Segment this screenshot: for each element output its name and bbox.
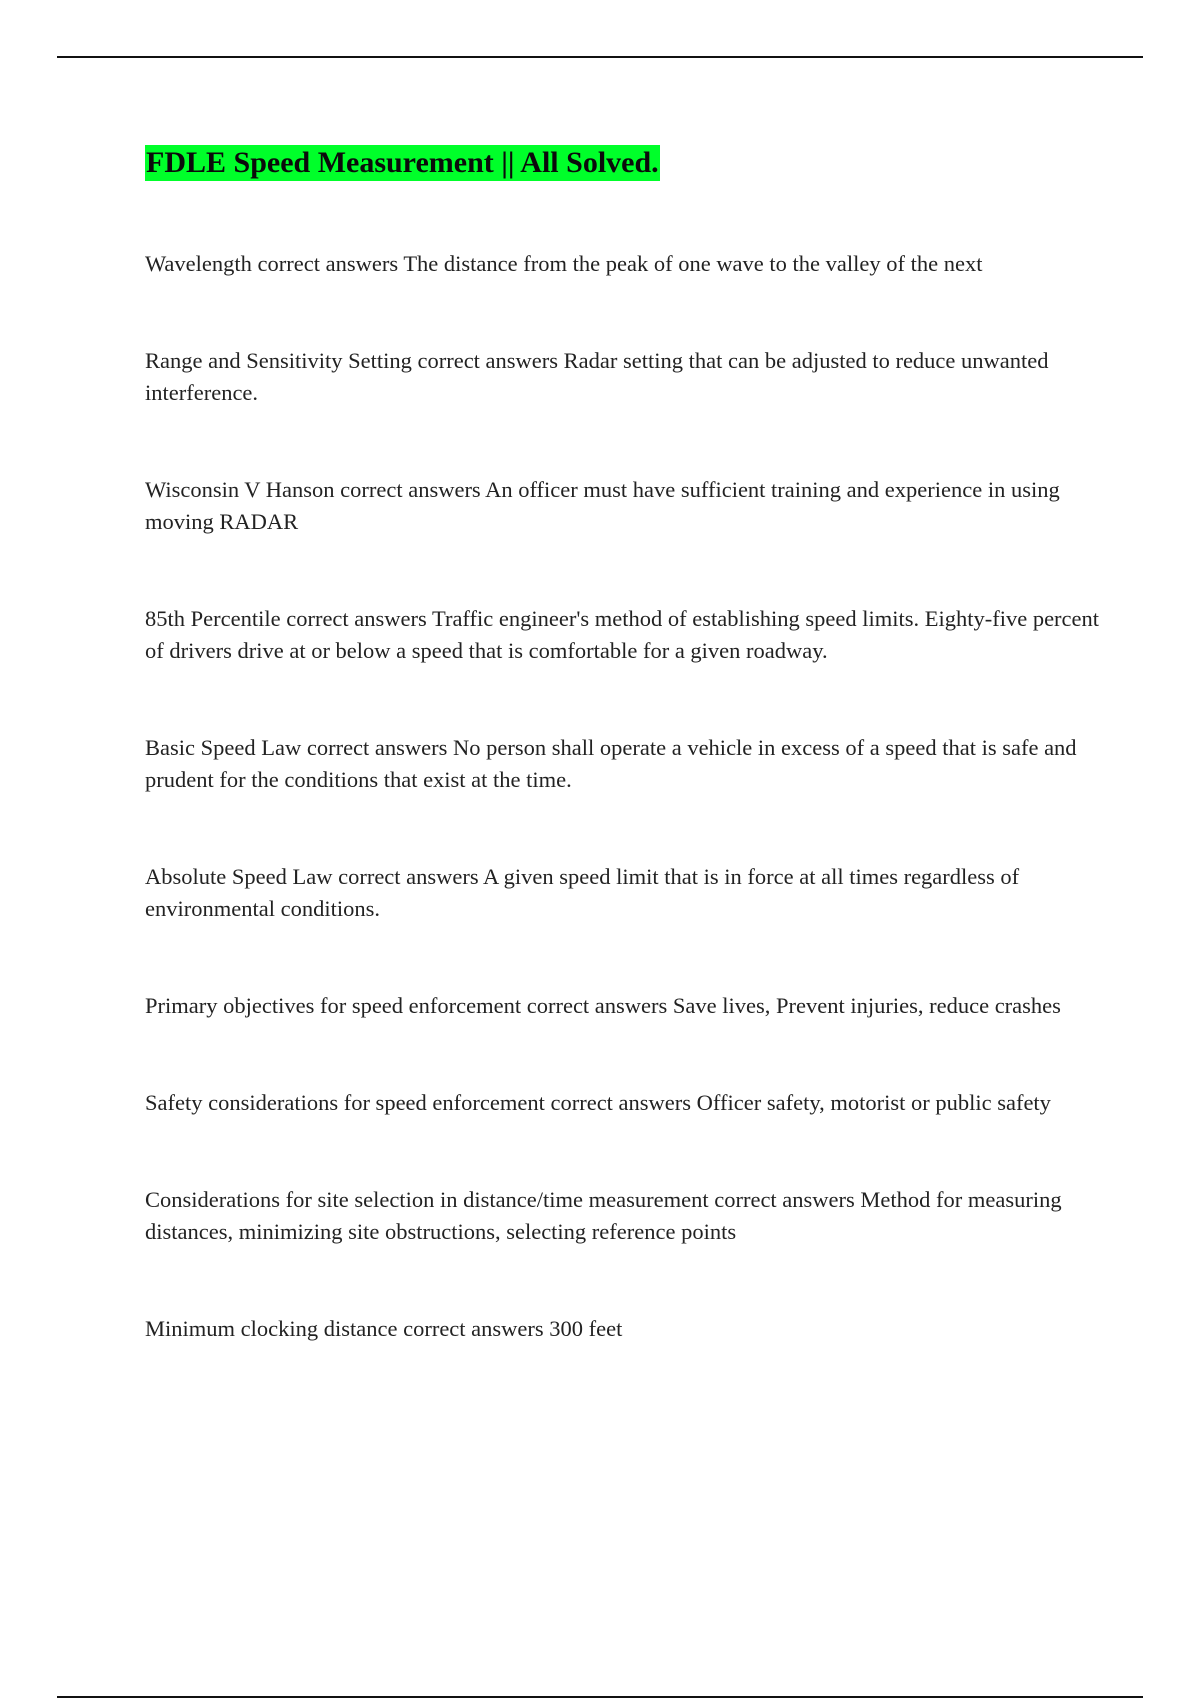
- document-title: FDLE Speed Measurement || All Solved.: [146, 146, 659, 179]
- entry-term: Absolute Speed Law: [145, 864, 333, 889]
- qa-entry: [145, 474, 1105, 538]
- entry-term: 85th Percentile: [145, 606, 281, 631]
- entry-definition: The distance from the peak of one wave to the valley of the next: [403, 251, 983, 276]
- entry-term: Considerations for site selection in distance/time measurement: [145, 1187, 709, 1212]
- entry-definition: Radar setting that can be adjusted to reduce unwanted interference.: [145, 348, 1049, 405]
- qa-entry: [145, 732, 1105, 796]
- entry-term: Wavelength: [145, 251, 252, 276]
- entry-separator: correct answers: [550, 1090, 692, 1115]
- entry-term: Safety considerations for speed enforcement: [145, 1090, 545, 1115]
- qa-entry: [145, 1087, 1105, 1119]
- entry-term: Basic Speed Law: [145, 735, 302, 760]
- header-rule: [57, 56, 1143, 58]
- entry-separator: correct answers: [526, 993, 668, 1018]
- qa-entry: [145, 345, 1105, 409]
- entry-definition: A given speed limit that is in force at all times regardless of environmental conditions.: [145, 864, 1020, 921]
- entry-definition: Method for measuring distances, minimizing site obstructions, selecting reference points: [145, 1187, 1062, 1244]
- entry-separator: correct answers: [338, 864, 479, 889]
- entry-term: Minimum clocking distance: [145, 1316, 398, 1341]
- entry-separator: correct answers: [714, 1187, 855, 1212]
- entry-definition: Traffic engineer's method of establishing speed limits. Eighty-five percent of drivers drive at or below a speed that is comfortable for a given roadway.: [145, 606, 1100, 663]
- qa-entry: [145, 248, 1105, 280]
- entry-definition: An officer must have sufficient training and experience in using moving RADAR: [145, 477, 1060, 534]
- footer-rule: [57, 1696, 1143, 1698]
- entry-separator: correct answers: [403, 1316, 544, 1341]
- entry-separator: correct answers: [286, 606, 427, 631]
- document-body: [145, 145, 1105, 1410]
- qa-entry: [145, 990, 1105, 1022]
- qa-entry: [145, 861, 1105, 925]
- entry-definition: Save lives, Prevent injuries, reduce crashes: [672, 993, 1061, 1018]
- qa-entry: [145, 603, 1105, 667]
- qa-entry: [145, 1313, 1105, 1345]
- qa-entry: [145, 1184, 1105, 1248]
- entry-term: Primary objectives for speed enforcement: [145, 993, 522, 1018]
- entry-term: Range and Sensitivity Setting: [145, 348, 412, 373]
- entry-definition: No person shall operate a vehicle in excess of a speed that is safe and prudent for the conditions that exist at the time.: [145, 735, 1077, 792]
- entry-separator: correct answers: [306, 735, 448, 760]
- entry-definition: Officer safety, motorist or public safety: [696, 1090, 1051, 1115]
- entry-definition: 300 feet: [549, 1316, 623, 1341]
- entry-separator: correct answers: [340, 477, 481, 502]
- entry-term: Wisconsin V Hanson: [145, 477, 335, 502]
- qa-list: [145, 248, 1105, 1345]
- entry-separator: correct answers: [257, 251, 399, 276]
- entry-separator: correct answers: [417, 348, 559, 373]
